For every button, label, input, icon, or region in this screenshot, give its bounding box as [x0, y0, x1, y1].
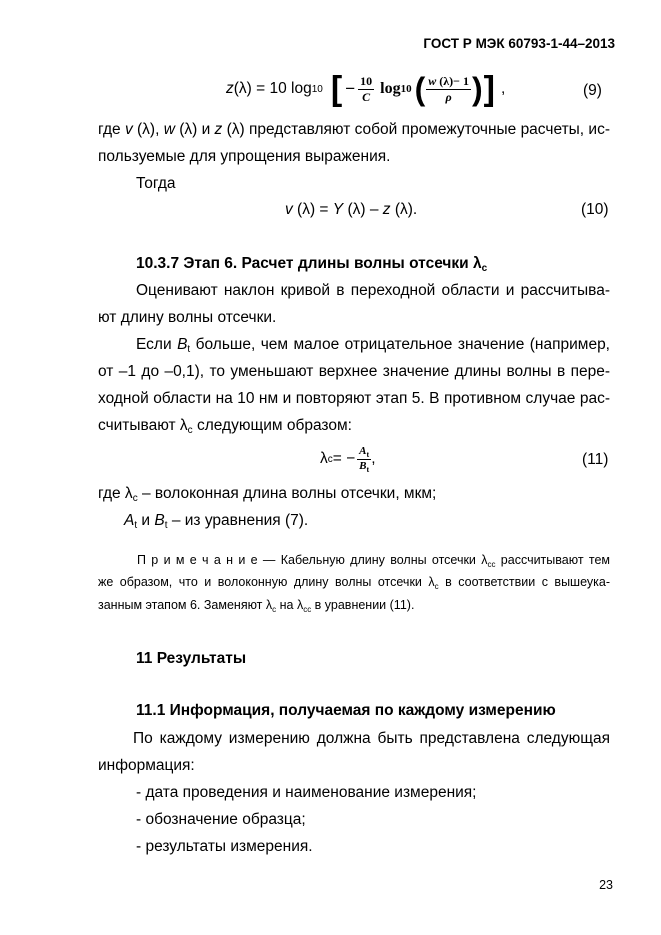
text: t: [366, 464, 370, 474]
eq9-w-arg: (λ): [439, 73, 454, 88]
eq11-lambda: λ: [320, 450, 328, 467]
text: t: [164, 520, 168, 531]
eq9-right-paren: ): [471, 71, 483, 107]
equation-9-number: (9): [583, 82, 602, 99]
text: же образом, что и волоконную длину волны отсечки λ: [98, 575, 435, 589]
page-number: 23: [599, 878, 613, 892]
equation-10: [285, 196, 417, 223]
paragraph-if-line3: ходной области на 10 нм и повторяют этап 5. В противном случае рас-: [98, 390, 610, 407]
eq9-left-paren: (: [414, 71, 426, 107]
var-B: B: [177, 336, 188, 353]
text: в соответствии с вышеука-: [438, 575, 610, 589]
eq11-B: B: [359, 459, 367, 472]
equation-10-number: (10): [581, 201, 609, 218]
equation-11: [320, 440, 376, 478]
equation-9: [226, 62, 505, 116]
paragraph-where-vwz: [98, 116, 610, 143]
eq9-rho: ρ: [445, 89, 452, 104]
paragraph-if-line4: [98, 412, 352, 444]
text: больше, чем малое отрицательное значение (например,: [190, 336, 610, 353]
text: в уравнении (11).: [311, 598, 415, 612]
eq10-v: v: [285, 201, 293, 218]
note-line3: [98, 594, 414, 621]
text: (λ) и: [174, 121, 215, 138]
text: c: [132, 493, 138, 504]
text: – волоконная длина волны отсечки, мкм;: [137, 485, 437, 502]
paragraph-info-line2: информация:: [98, 757, 195, 774]
list-item: - результаты измерения.: [136, 838, 313, 855]
text: считывают λ: [98, 417, 188, 434]
eq9-left-bracket: [: [330, 70, 343, 108]
eq9-w: w: [428, 73, 437, 88]
text: c: [434, 582, 439, 591]
text: – из уравнения (7).: [167, 512, 309, 529]
text: (λ).: [390, 201, 418, 218]
eq9-z: z: [226, 80, 234, 97]
note-label: П р и м е ч а н и е: [137, 553, 258, 567]
text: t: [134, 520, 138, 531]
eq11-den: [359, 460, 369, 474]
text: t: [187, 344, 191, 355]
var-z: z: [214, 121, 223, 138]
eq9-den-c: C: [362, 89, 371, 104]
section-heading-11: 11 Результаты: [136, 650, 247, 667]
paragraph-slope-line1: Оценивают наклон кривой в переходной области и рассчитыва-: [136, 282, 610, 299]
text: cc: [303, 605, 312, 614]
text: 10.3.7 Этап 6. Расчет длины волны отсечки λ: [136, 255, 482, 272]
text: занным этапом 6. Заменяют λ: [98, 598, 273, 612]
paragraph-if-line2: от –1 до –0,1), то уменьшают верхнее значение длины волны в пере-: [98, 363, 610, 380]
paragraph-slope-line2: ют длину волны отсечки.: [98, 309, 277, 326]
document-header: ГОСТ Р МЭК 60793-1-44–2013: [423, 36, 615, 51]
paragraph-where-At-Bt: [124, 507, 308, 539]
eq11-fraction: [357, 445, 371, 474]
text: c: [187, 425, 193, 436]
list-item: - дата проведения и наименование измерения;: [136, 784, 477, 801]
text: (λ),: [132, 121, 164, 138]
var-B: B: [154, 512, 165, 529]
eq10-Y: Y: [332, 201, 344, 218]
text: — Кабельную длину волны отсечки λ: [257, 553, 488, 567]
text: c: [327, 453, 333, 465]
eq9-log-sub2: 10: [400, 83, 412, 95]
text: рассчитывают тем: [495, 553, 610, 567]
equation-11-number: (11): [582, 451, 609, 468]
eq9-minus: −: [345, 79, 356, 98]
text: где: [98, 121, 125, 138]
text: и: [137, 512, 155, 529]
eq9-log: log: [380, 80, 401, 97]
eq9-arg: (λ) = 10 log: [233, 80, 312, 97]
text: c: [481, 263, 488, 274]
text-togda: Тогда: [136, 175, 176, 192]
eq10-z: z: [382, 201, 391, 218]
paragraph-info-line1: По каждому измерению должна быть представлена следующая: [133, 730, 610, 747]
eq11-num: [357, 445, 371, 460]
eq9-log-sub: 10: [311, 83, 323, 95]
text: (λ) –: [343, 201, 383, 218]
eq9-right-bracket: ]: [483, 70, 495, 108]
text: Если: [136, 336, 178, 353]
text: (λ) =: [292, 201, 333, 218]
text: c: [272, 605, 277, 614]
eq9-num-10: 10: [360, 73, 373, 88]
eq9-fraction-w-rho: [426, 74, 471, 105]
text: следующим образом:: [192, 417, 352, 434]
text: cc: [487, 560, 496, 569]
eq11-A: A: [359, 444, 367, 457]
paragraph-where-line2: пользуемые для упрощения выражения.: [98, 148, 391, 165]
var-w: w: [163, 121, 175, 138]
var-v: v: [124, 121, 133, 138]
eq9-fraction-10-c: [358, 74, 374, 105]
section-heading-11-1: 11.1 Информация, получаемая по каждому измерению: [136, 702, 556, 719]
eq9-comma: ,: [500, 80, 506, 97]
text: где λ: [98, 485, 133, 502]
eq9-num-w: [426, 74, 471, 90]
text: = −: [332, 450, 356, 467]
list-item: - обозначение образца;: [136, 811, 306, 828]
text: на λ: [276, 598, 304, 612]
eq11-comma: ,: [371, 450, 376, 467]
var-A: A: [124, 512, 135, 529]
text: t: [366, 449, 370, 459]
eq9-minus-one: − 1: [453, 73, 469, 88]
text: (λ) представляют собой промежуточные расчеты, ис-: [222, 121, 610, 138]
